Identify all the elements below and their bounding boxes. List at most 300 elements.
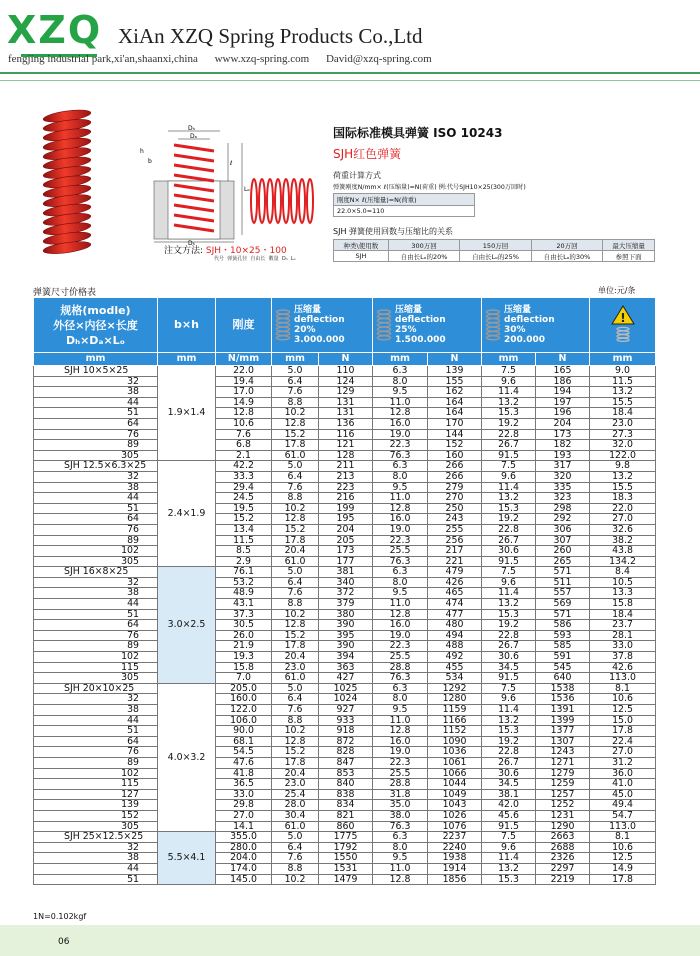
value-cell: 121 bbox=[319, 440, 373, 451]
value-cell: 7.6 bbox=[272, 482, 319, 493]
value-cell: 204.0 bbox=[216, 853, 272, 864]
value-cell: 11.0 bbox=[373, 493, 428, 504]
value-cell: 15.2 bbox=[272, 747, 319, 758]
unit-header: mm bbox=[34, 353, 158, 366]
value-cell: 18.3 bbox=[590, 493, 656, 504]
value-cell: 488 bbox=[428, 641, 482, 652]
value-cell: 591 bbox=[536, 652, 590, 663]
value-cell: 124 bbox=[319, 376, 373, 387]
value-cell: 91.5 bbox=[482, 556, 536, 567]
value-cell: 15.0 bbox=[590, 715, 656, 726]
value-cell: 1479 bbox=[319, 874, 373, 885]
spring-series-group bbox=[34, 567, 656, 684]
value-cell: 394 bbox=[319, 652, 373, 663]
value-cell: 186 bbox=[536, 376, 590, 387]
value-cell: 1166 bbox=[428, 715, 482, 726]
value-cell: 5.0 bbox=[272, 832, 319, 843]
table-row bbox=[34, 609, 656, 620]
value-cell: 17.8 bbox=[590, 874, 656, 885]
value-cell: 15.8 bbox=[216, 662, 272, 673]
value-cell: 8.0 bbox=[373, 842, 428, 853]
value-cell: 2663 bbox=[536, 832, 590, 843]
value-cell: 2219 bbox=[536, 874, 590, 885]
value-cell: 2240 bbox=[428, 842, 482, 853]
value-cell: 42.0 bbox=[482, 800, 536, 811]
value-cell: 12.8 bbox=[373, 726, 428, 737]
spring-icon bbox=[376, 309, 392, 341]
value-cell: 2297 bbox=[536, 863, 590, 874]
value-cell: 42.6 bbox=[590, 662, 656, 673]
value-cell: 847 bbox=[319, 757, 373, 768]
svg-text:Dₕ: Dₕ bbox=[188, 240, 196, 245]
value-cell: 8.1 bbox=[590, 832, 656, 843]
website-link[interactable]: www.xzq-spring.com bbox=[214, 53, 310, 65]
value-cell: 1043 bbox=[428, 800, 482, 811]
svg-text:Lₒ: Lₒ bbox=[244, 186, 250, 193]
value-cell: 9.6 bbox=[482, 577, 536, 588]
value-cell: 379 bbox=[319, 599, 373, 610]
table-row bbox=[34, 535, 656, 546]
value-cell: 23.0 bbox=[272, 779, 319, 790]
value-cell: 38.2 bbox=[590, 535, 656, 546]
value-cell: 12.8 bbox=[373, 874, 428, 885]
value-cell: 19.2 bbox=[482, 736, 536, 747]
model-cell: 51 bbox=[34, 503, 158, 514]
value-cell: 11.0 bbox=[373, 863, 428, 874]
value-cell: 5.0 bbox=[272, 683, 319, 694]
model-cell: 44 bbox=[34, 397, 158, 408]
model-cell: 51 bbox=[34, 408, 158, 419]
value-cell: 128 bbox=[319, 450, 373, 461]
value-cell: 22.0 bbox=[216, 366, 272, 377]
value-cell: 25.5 bbox=[373, 546, 428, 557]
value-cell: 7.6 bbox=[272, 705, 319, 716]
email-link[interactable]: David@xzq-spring.com bbox=[325, 53, 432, 65]
value-cell: 5.0 bbox=[272, 567, 319, 578]
model-cell: 32 bbox=[34, 694, 158, 705]
value-cell: 1550 bbox=[319, 853, 373, 864]
value-cell: 122.0 bbox=[590, 450, 656, 461]
value-cell: 76.3 bbox=[373, 450, 428, 461]
value-cell: 199 bbox=[319, 503, 373, 514]
col-bxh: b×h bbox=[158, 298, 216, 353]
value-cell: 9.6 bbox=[482, 842, 536, 853]
value-cell: 22.8 bbox=[482, 524, 536, 535]
model-cell: SJH 20×10×25 bbox=[34, 683, 158, 694]
unit-header: mm bbox=[590, 353, 656, 366]
value-cell: 26.7 bbox=[482, 440, 536, 451]
model-cell: 38 bbox=[34, 853, 158, 864]
value-cell: 30.4 bbox=[272, 810, 319, 821]
value-cell: 1076 bbox=[428, 821, 482, 832]
value-cell: 10.6 bbox=[590, 694, 656, 705]
value-cell: 8.0 bbox=[373, 577, 428, 588]
table-row bbox=[34, 705, 656, 716]
value-cell: 23.7 bbox=[590, 620, 656, 631]
table-row bbox=[34, 567, 656, 578]
model-cell: 305 bbox=[34, 821, 158, 832]
value-cell: 28.0 bbox=[272, 800, 319, 811]
value-cell: 61.0 bbox=[272, 821, 319, 832]
value-cell: 76.1 bbox=[216, 567, 272, 578]
value-cell: 11.4 bbox=[482, 387, 536, 398]
value-cell: 13.2 bbox=[482, 715, 536, 726]
model-cell: 152 bbox=[34, 810, 158, 821]
table-row bbox=[34, 577, 656, 588]
value-cell: 8.8 bbox=[272, 599, 319, 610]
value-cell: 593 bbox=[536, 630, 590, 641]
value-cell: 7.5 bbox=[482, 366, 536, 377]
unit-conversion-note: 1N=0.102kgf bbox=[33, 912, 87, 921]
calc-title: 荷重计算方式 bbox=[333, 171, 381, 180]
unit-header: N bbox=[319, 353, 373, 366]
value-cell: 17.8 bbox=[272, 641, 319, 652]
value-cell: 54.7 bbox=[590, 810, 656, 821]
model-cell: SJH 25×12.5×25 bbox=[34, 832, 158, 843]
value-cell: 33.0 bbox=[590, 641, 656, 652]
value-cell: 34.5 bbox=[482, 779, 536, 790]
value-cell: 306 bbox=[536, 524, 590, 535]
value-cell: 15.2 bbox=[216, 514, 272, 525]
value-cell: 19.2 bbox=[482, 620, 536, 631]
value-cell: 113.0 bbox=[590, 673, 656, 684]
value-cell: 15.2 bbox=[272, 630, 319, 641]
value-cell: 195 bbox=[319, 514, 373, 525]
model-cell: 51 bbox=[34, 609, 158, 620]
value-cell: 131 bbox=[319, 408, 373, 419]
table-row bbox=[34, 397, 656, 408]
value-cell: 395 bbox=[319, 630, 373, 641]
value-cell: 372 bbox=[319, 588, 373, 599]
value-cell: 860 bbox=[319, 821, 373, 832]
value-cell: 37.8 bbox=[590, 652, 656, 663]
value-cell: 29.4 bbox=[216, 482, 272, 493]
value-cell: 918 bbox=[319, 726, 373, 737]
table-row bbox=[34, 863, 656, 874]
table-row bbox=[34, 493, 656, 504]
company-name: XiAn XZQ Spring Products Co.,Ltd bbox=[118, 24, 423, 48]
value-cell: 298 bbox=[536, 503, 590, 514]
value-cell: 43.1 bbox=[216, 599, 272, 610]
page-number: 06 bbox=[58, 937, 70, 947]
value-cell: 170 bbox=[428, 418, 482, 429]
value-cell: 76.3 bbox=[373, 673, 428, 684]
value-cell: 16.0 bbox=[373, 736, 428, 747]
table-row bbox=[34, 789, 656, 800]
table-row bbox=[34, 556, 656, 567]
table-row bbox=[34, 641, 656, 652]
model-cell: 32 bbox=[34, 376, 158, 387]
value-cell: 8.8 bbox=[272, 715, 319, 726]
model-cell: 44 bbox=[34, 715, 158, 726]
table-row bbox=[34, 842, 656, 853]
table-row bbox=[34, 662, 656, 673]
value-cell: 12.5 bbox=[590, 705, 656, 716]
value-cell: 9.0 bbox=[590, 366, 656, 377]
bxh-cell: 1.9×1.4 bbox=[158, 366, 216, 461]
value-cell: 1044 bbox=[428, 779, 482, 790]
unit-header: N bbox=[428, 353, 482, 366]
value-cell: 853 bbox=[319, 768, 373, 779]
value-cell: 19.3 bbox=[216, 652, 272, 663]
value-cell: 380 bbox=[319, 609, 373, 620]
value-cell: 164 bbox=[428, 408, 482, 419]
value-cell: 492 bbox=[428, 652, 482, 663]
section-title: 弹簧尺寸价格表 bbox=[33, 288, 97, 298]
col-max-deflection bbox=[590, 298, 656, 353]
value-cell: 216 bbox=[319, 493, 373, 504]
value-cell: 10.2 bbox=[272, 726, 319, 737]
value-cell: 5.0 bbox=[272, 461, 319, 472]
value-cell: 49.4 bbox=[590, 800, 656, 811]
value-cell: 38.1 bbox=[482, 789, 536, 800]
value-cell: 7.0 bbox=[216, 673, 272, 684]
model-cell: 32 bbox=[34, 471, 158, 482]
value-cell: 9.6 bbox=[482, 694, 536, 705]
value-cell: 19.2 bbox=[482, 514, 536, 525]
value-cell: 25.5 bbox=[373, 652, 428, 663]
model-cell: SJH 16×8×25 bbox=[34, 567, 158, 578]
model-cell: 89 bbox=[34, 535, 158, 546]
value-cell: 23.0 bbox=[272, 662, 319, 673]
model-cell: 305 bbox=[34, 556, 158, 567]
value-cell: 164 bbox=[428, 397, 482, 408]
value-cell: 1292 bbox=[428, 683, 482, 694]
col-model: 规格(modle) 外径×内径×长度 Dₕ×Dₐ×Lₒ bbox=[34, 298, 158, 353]
col-deflection-25: 压缩量 deflection 25% 1.500.000 bbox=[373, 298, 482, 353]
value-cell: 6.4 bbox=[272, 842, 319, 853]
page-header bbox=[0, 0, 700, 92]
value-cell: 256 bbox=[428, 535, 482, 546]
value-cell: 10.2 bbox=[272, 874, 319, 885]
value-cell: 136 bbox=[319, 418, 373, 429]
value-cell: 317 bbox=[536, 461, 590, 472]
value-cell: 36.0 bbox=[590, 768, 656, 779]
value-cell: 42.2 bbox=[216, 461, 272, 472]
value-cell: 11.0 bbox=[373, 715, 428, 726]
value-cell: 479 bbox=[428, 567, 482, 578]
value-cell: 7.6 bbox=[272, 853, 319, 864]
value-cell: 22.3 bbox=[373, 641, 428, 652]
value-cell: 265 bbox=[536, 556, 590, 567]
value-cell: 13.4 bbox=[216, 524, 272, 535]
value-cell: 6.4 bbox=[272, 376, 319, 387]
svg-text:Dₐ: Dₐ bbox=[190, 133, 197, 140]
spring-icon bbox=[275, 309, 291, 341]
value-cell: 12.8 bbox=[373, 408, 428, 419]
value-cell: 381 bbox=[319, 567, 373, 578]
table-row bbox=[34, 694, 656, 705]
table-row bbox=[34, 673, 656, 684]
col-rigidity: 刚度 bbox=[216, 298, 272, 353]
table-row bbox=[34, 503, 656, 514]
value-cell: 22.0 bbox=[590, 503, 656, 514]
value-cell: 26.7 bbox=[482, 757, 536, 768]
value-cell: 363 bbox=[319, 662, 373, 673]
value-cell: 1271 bbox=[536, 757, 590, 768]
value-cell: 427 bbox=[319, 673, 373, 684]
value-cell: 1159 bbox=[428, 705, 482, 716]
value-cell: 10.2 bbox=[272, 503, 319, 514]
value-cell: 266 bbox=[428, 471, 482, 482]
spring-dimension-diagram bbox=[128, 125, 326, 245]
value-cell: 8.0 bbox=[373, 694, 428, 705]
table-row bbox=[34, 800, 656, 811]
table-row bbox=[34, 652, 656, 663]
value-cell: 129 bbox=[319, 387, 373, 398]
value-cell: 2237 bbox=[428, 832, 482, 843]
value-cell: 27.3 bbox=[590, 429, 656, 440]
value-cell: 6.3 bbox=[373, 461, 428, 472]
value-cell: 17.8 bbox=[272, 440, 319, 451]
value-cell: 821 bbox=[319, 810, 373, 821]
unit-header: mm bbox=[482, 353, 536, 366]
value-cell: 1259 bbox=[536, 779, 590, 790]
value-cell: 1090 bbox=[428, 736, 482, 747]
value-cell: 205.0 bbox=[216, 683, 272, 694]
value-cell: 585 bbox=[536, 641, 590, 652]
value-cell: 160.0 bbox=[216, 694, 272, 705]
value-cell: 221 bbox=[428, 556, 482, 567]
table-row bbox=[34, 450, 656, 461]
model-cell: 64 bbox=[34, 418, 158, 429]
table-row bbox=[34, 366, 656, 377]
value-cell: 22.3 bbox=[373, 440, 428, 451]
value-cell: 30.6 bbox=[482, 768, 536, 779]
value-cell: 1280 bbox=[428, 694, 482, 705]
value-cell: 223 bbox=[319, 482, 373, 493]
value-cell: 266 bbox=[428, 461, 482, 472]
model-cell: 89 bbox=[34, 757, 158, 768]
value-cell: 54.5 bbox=[216, 747, 272, 758]
value-cell: 9.5 bbox=[373, 387, 428, 398]
model-cell: 32 bbox=[34, 577, 158, 588]
model-cell: 76 bbox=[34, 747, 158, 758]
value-cell: 45.0 bbox=[590, 789, 656, 800]
value-cell: 48.9 bbox=[216, 588, 272, 599]
value-cell: 113.0 bbox=[590, 821, 656, 832]
value-cell: 38.0 bbox=[373, 810, 428, 821]
value-cell: 1026 bbox=[428, 810, 482, 821]
value-cell: 390 bbox=[319, 641, 373, 652]
value-cell: 2688 bbox=[536, 842, 590, 853]
table-row bbox=[34, 461, 656, 472]
value-cell: 13.2 bbox=[482, 599, 536, 610]
col-deflection-30: 压缩量 deflection 30% 200.000 bbox=[482, 298, 590, 353]
value-cell: 9.5 bbox=[373, 588, 428, 599]
value-cell: 480 bbox=[428, 620, 482, 631]
value-cell: 1792 bbox=[319, 842, 373, 853]
value-cell: 47.6 bbox=[216, 757, 272, 768]
value-cell: 260 bbox=[536, 546, 590, 557]
value-cell: 340 bbox=[319, 577, 373, 588]
value-cell: 1775 bbox=[319, 832, 373, 843]
value-cell: 27.0 bbox=[216, 810, 272, 821]
value-cell: 139 bbox=[428, 366, 482, 377]
value-cell: 455 bbox=[428, 662, 482, 673]
value-cell: 9.5 bbox=[373, 482, 428, 493]
value-cell: 586 bbox=[536, 620, 590, 631]
model-cell: 44 bbox=[34, 863, 158, 874]
value-cell: 13.3 bbox=[590, 588, 656, 599]
value-cell: 32.0 bbox=[590, 440, 656, 451]
value-cell: 17.8 bbox=[590, 726, 656, 737]
value-cell: 30.6 bbox=[482, 652, 536, 663]
value-cell: 22.4 bbox=[590, 736, 656, 747]
model-cell: 32 bbox=[34, 842, 158, 853]
model-cell: 76 bbox=[34, 429, 158, 440]
value-cell: 173 bbox=[536, 429, 590, 440]
spring-series-group bbox=[34, 683, 656, 831]
value-cell: 355.0 bbox=[216, 832, 272, 843]
value-cell: 7.6 bbox=[272, 588, 319, 599]
value-cell: 10.5 bbox=[590, 577, 656, 588]
value-cell: 571 bbox=[536, 567, 590, 578]
table-row bbox=[34, 810, 656, 821]
value-cell: 15.3 bbox=[482, 874, 536, 885]
table-row bbox=[34, 715, 656, 726]
value-cell: 22.3 bbox=[373, 757, 428, 768]
value-cell: 8.8 bbox=[272, 397, 319, 408]
value-cell: 19.4 bbox=[216, 376, 272, 387]
value-cell: 1307 bbox=[536, 736, 590, 747]
value-cell: 15.2 bbox=[272, 524, 319, 535]
model-cell: 127 bbox=[34, 789, 158, 800]
table-row bbox=[34, 599, 656, 610]
value-cell: 534 bbox=[428, 673, 482, 684]
value-cell: 8.4 bbox=[590, 567, 656, 578]
value-cell: 33.3 bbox=[216, 471, 272, 482]
value-cell: 1025 bbox=[319, 683, 373, 694]
value-cell: 131 bbox=[319, 397, 373, 408]
warning-spring-icon bbox=[610, 304, 636, 344]
value-cell: 144 bbox=[428, 429, 482, 440]
spring-spec-table bbox=[33, 297, 656, 885]
model-cell: 115 bbox=[34, 779, 158, 790]
value-cell: 182 bbox=[536, 440, 590, 451]
table-row bbox=[34, 471, 656, 482]
value-cell: 12.8 bbox=[373, 503, 428, 514]
value-cell: 7.6 bbox=[272, 387, 319, 398]
value-cell: 204 bbox=[536, 418, 590, 429]
model-cell: 64 bbox=[34, 514, 158, 525]
table-row bbox=[34, 768, 656, 779]
value-cell: 390 bbox=[319, 620, 373, 631]
red-spring-image bbox=[38, 108, 96, 258]
value-cell: 76.3 bbox=[373, 821, 428, 832]
value-cell: 828 bbox=[319, 747, 373, 758]
unit-header: N/mm bbox=[216, 353, 272, 366]
model-cell: 51 bbox=[34, 874, 158, 885]
value-cell: 1036 bbox=[428, 747, 482, 758]
footer-bar bbox=[0, 925, 700, 956]
value-cell: 8.8 bbox=[272, 493, 319, 504]
value-cell: 90.0 bbox=[216, 726, 272, 737]
model-cell: 89 bbox=[34, 440, 158, 451]
value-cell: 1049 bbox=[428, 789, 482, 800]
spring-series-group bbox=[34, 832, 656, 885]
value-cell: 61.0 bbox=[272, 556, 319, 567]
value-cell: 12.8 bbox=[272, 418, 319, 429]
value-cell: 11.4 bbox=[482, 853, 536, 864]
value-cell: 2.9 bbox=[216, 556, 272, 567]
value-cell: 22.8 bbox=[482, 429, 536, 440]
svg-text:h: h bbox=[140, 148, 144, 155]
model-cell: 76 bbox=[34, 524, 158, 535]
value-cell: 16.0 bbox=[373, 418, 428, 429]
value-cell: 9.6 bbox=[482, 471, 536, 482]
value-cell: 22.3 bbox=[373, 535, 428, 546]
